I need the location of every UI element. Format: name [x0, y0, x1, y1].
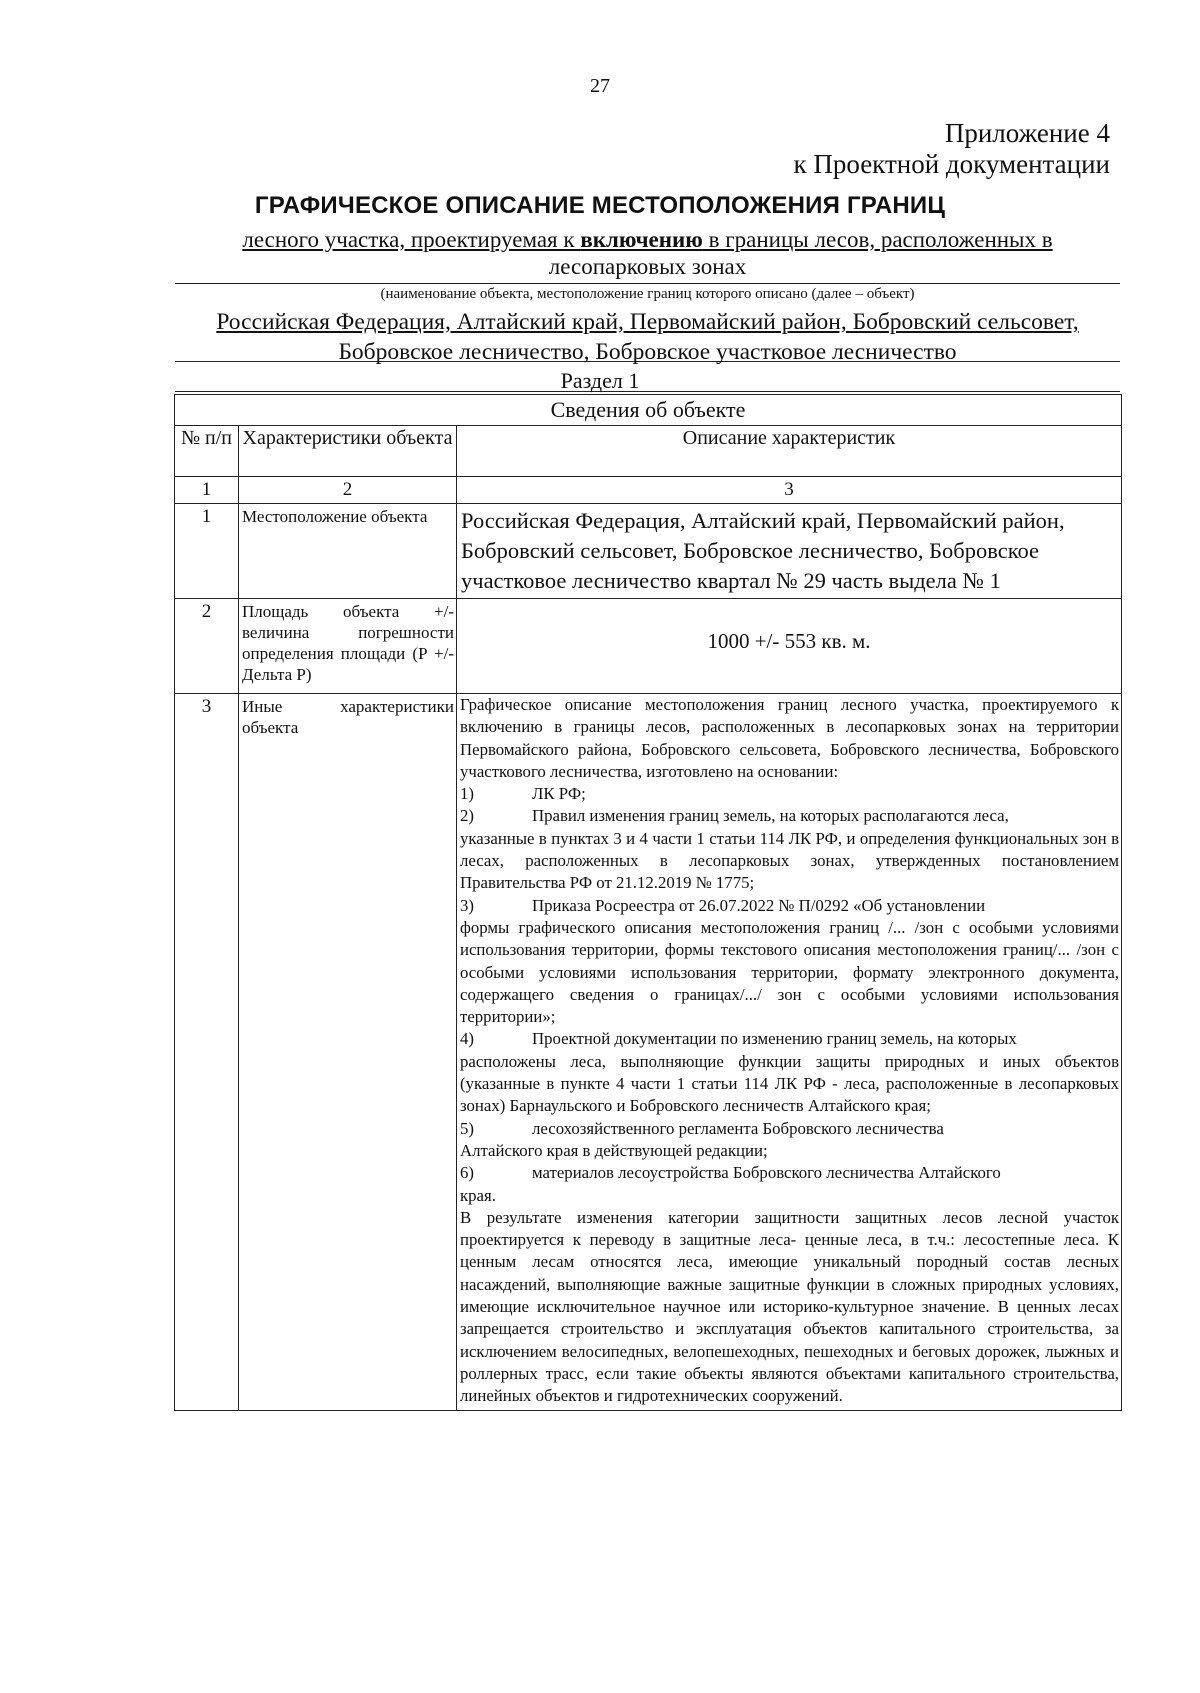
list-item	[460, 783, 1119, 805]
list-item-continuation: формы графического описания местоположения границ /... /зон с особыми условиями использования территории, формы текстового описания местоположения границ/... /зон с особыми условиями использования территории, формату электронного документа, содержащего сведения о границах/.../ зон с особыми условиями использования территории»;	[460, 917, 1119, 1027]
basis-intro: Графическое описание местоположения границ лесного участка, проектируемого к включению в границы лесов, расположенных в лесопарковых зонах на территории Первомайского района, Бобровского сельсовета, Бобровского лесничества, Бобровского участкового лесничества, изготовлено на основании:	[460, 695, 1119, 781]
column-number: 2	[239, 477, 457, 504]
list-item-number: 1)	[460, 784, 474, 804]
list-item-text: Правил изменения границ земель, на которых располагаются леса,	[532, 806, 1009, 826]
subtitle-post: в границы лесов, расположенных в	[702, 227, 1053, 252]
object-location-line-1: Российская Федерация, Алтайский край, Первомайский район, Бобровский сельсовет,	[216, 309, 1079, 335]
column-number: 3	[457, 477, 1122, 504]
list-item-text: лесохозяйственного регламента Бобровского лесничества	[532, 1118, 944, 1138]
list-item-number: 2)	[460, 806, 474, 826]
object-info-table	[174, 394, 1122, 1411]
row-num: 1	[175, 504, 239, 599]
conclusion-paragraph: В результате изменения категории защитности защитных лесов лесной участок проектируется к переводу в защитные леса- ценные леса, в т.ч.: лесостепные леса. К ценным лесам относятся леса, имеющие уникальный породный состав лесных насаждений, выполняющие важные защитные функции в сложных природных условиях, имеющие исключительное научное или историко-культурное значение. В ценных лесах запрещается строительство и эксплуатация объектов капитального строительства, за исключением велосипедных, велопешеходных, пешеходных и беговых дорожек, лыжных и роллерных трасс, если такие объекты являются объектами капитального строительства, линейных объектов и гидротехнических сооружений.	[460, 1207, 1119, 1406]
divider	[175, 283, 1120, 284]
table-row	[175, 504, 1122, 599]
list-item-text: Проектной документации по изменению границ земель, на которых	[532, 1029, 1017, 1049]
list-item	[460, 895, 1119, 917]
list-item	[460, 1118, 1119, 1140]
document-title: ГРАФИЧЕСКОЕ ОПИСАНИЕ МЕСТОПОЛОЖЕНИЯ ГРАНИЦ	[254, 192, 946, 219]
list-item-continuation: Алтайского края в действующей редакции;	[460, 1140, 768, 1160]
row-characteristic: Площадь объекта +/- величина погрешности определения площади (P +/- Дельта P)	[239, 599, 457, 694]
area-value: 1000 +/- 553 кв. м.	[457, 599, 1122, 694]
row-characteristic: Иные характеристики объекта	[239, 694, 457, 1411]
list-item-number: 3)	[460, 895, 474, 915]
object-location-line-2: Бобровское лесничество, Бобровское участковое лесничество	[338, 339, 957, 365]
column-number: 1	[175, 477, 239, 504]
header-characteristic: Характеристики объекта	[239, 426, 457, 477]
row-num: 3	[175, 694, 239, 1411]
list-item-continuation: указанные в пунктах 3 и 4 части 1 статьи 114 ЛК РФ, и определения функциональных зон в лесах, расположенных в лесопарковых зонах, утвержденных постановлением Правительства РФ от 21.12.2019 № 1775;	[460, 828, 1119, 893]
object-caption: (наименование объекта, местоположение границ которого описано (далее – объект)	[380, 286, 915, 302]
subtitle-line-2: лесопарковых зонах	[548, 254, 747, 279]
table-row	[175, 694, 1122, 1411]
list-item-text: ЛК РФ;	[532, 784, 586, 804]
list-item-number: 4)	[460, 1029, 474, 1049]
list-item-continuation: края.	[460, 1185, 496, 1205]
appendix-label	[794, 118, 1111, 180]
section-title: Раздел 1	[560, 368, 640, 393]
table-caption: Сведения об объекте	[175, 395, 1122, 426]
appendix-line-1: Приложение 4	[944, 118, 1110, 148]
column-number-row	[175, 477, 1122, 504]
subtitle-bold: включению	[580, 227, 703, 252]
list-item	[460, 805, 1119, 827]
table-row	[175, 599, 1122, 694]
list-item	[460, 1162, 1119, 1184]
page-number: 27	[590, 75, 610, 97]
list-item-continuation: расположены леса, выполняющие функции защиты природных и иных объектов (указанные в пункте 4 части 1 статьи 114 ЛК РФ - леса, расположенные в лесопарковых зонах) Барнаульского и Бобровского лесничеств Алтайского края;	[460, 1051, 1119, 1116]
list-item-text: Приказа Росреестра от 26.07.2022 № П/0292 «Об установлении	[532, 895, 986, 915]
appendix-line-2: к Проектной документации	[793, 149, 1110, 179]
subtitle-pre: лесного участка, проектируемая к	[242, 227, 581, 252]
row-value: Российская Федерация, Алтайский край, Первомайский район, Бобровский сельсовет, Бобровское лесничество, Бобровское участковое лесничество квартал № 29 часть выдела № 1	[457, 504, 1122, 599]
list-item-number: 6)	[460, 1163, 474, 1183]
header-description: Описание характеристик	[457, 426, 1122, 477]
list-item	[460, 1028, 1119, 1050]
list-item-number: 5)	[460, 1118, 474, 1138]
list-item-text: материалов лесоустройства Бобровского лесничества Алтайского	[532, 1163, 1001, 1183]
table-caption-row	[175, 395, 1122, 426]
table-header-row	[175, 426, 1122, 477]
row-characteristic: Местоположение объекта	[239, 504, 457, 599]
header-num: № п/п	[175, 426, 239, 477]
row-value-text	[457, 694, 1122, 1411]
document-subtitle	[175, 226, 1120, 280]
row-num: 2	[175, 599, 239, 694]
